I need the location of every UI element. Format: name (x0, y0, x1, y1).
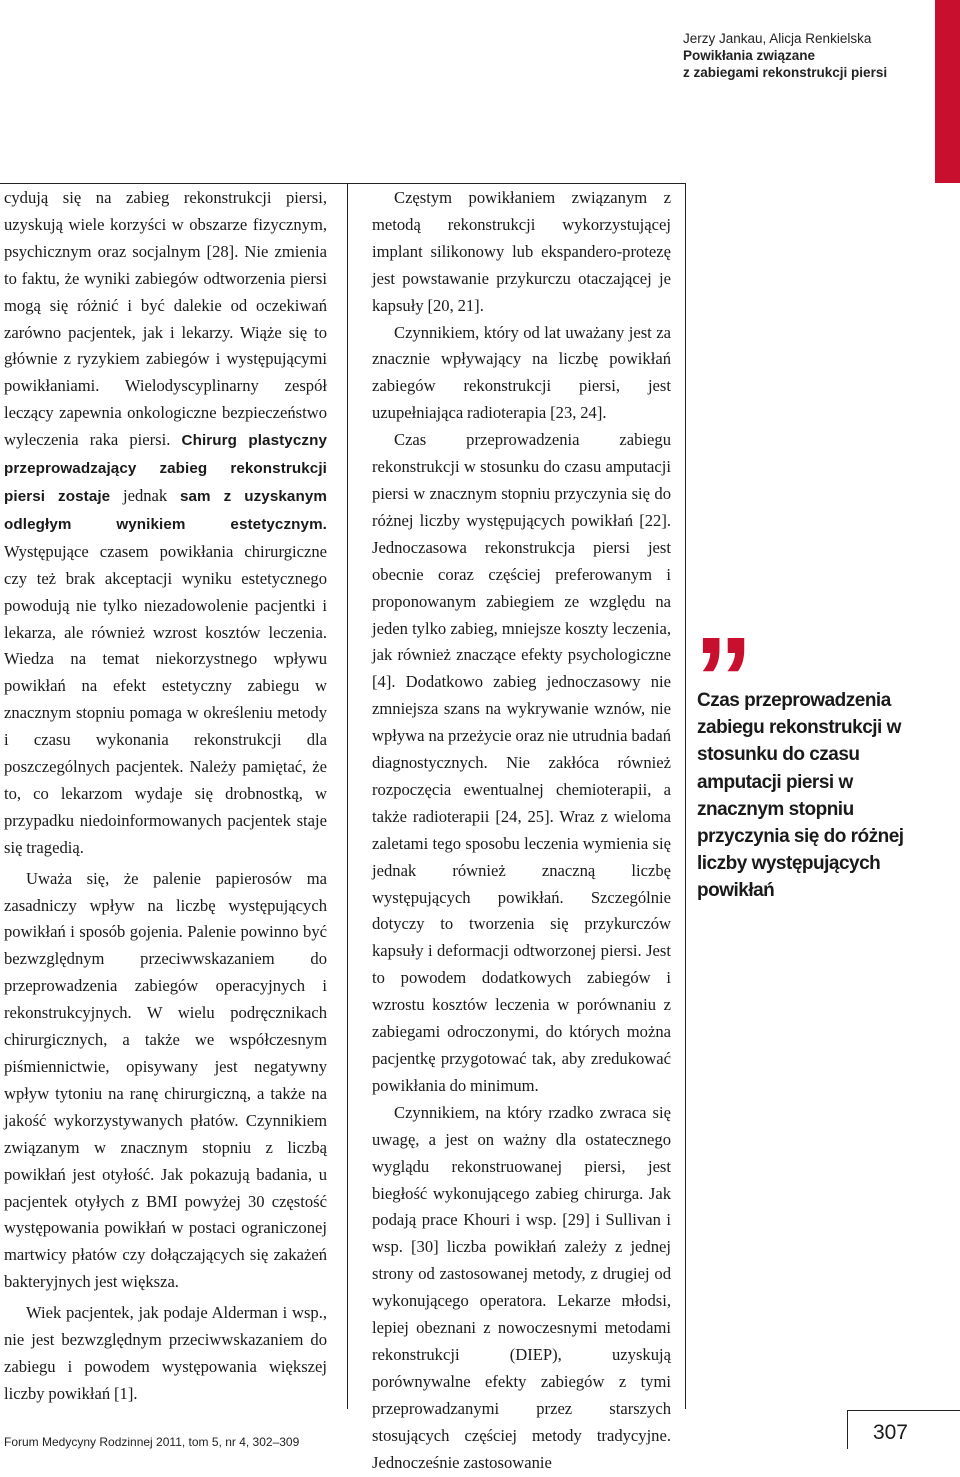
header-title-line-2: z zabiegami rekonstrukcji piersi (683, 65, 888, 80)
header-authors: Jerzy Jankau, Alicja Renkielska (683, 31, 872, 46)
paragraph (4, 185, 327, 862)
sidebar-column (685, 183, 935, 1409)
accent-bar (935, 0, 960, 183)
paragraph: Częstym powikłaniem związanym z metodą rekonstrukcji wykorzystującej implant silikonowy lub ekspandero-protezę jest powstawanie przykurczu otaczającej je kapsuły [20, 21]. (372, 188, 671, 315)
middle-column-text (348, 185, 685, 1477)
running-header (683, 30, 923, 81)
middle-column (347, 183, 685, 1472)
paragraph-text: cydują się na zabieg rekonstrukcji piersi, uzyskują wiele korzyści w obszarze fizycznym, psychicznym oraz socjalnym [28]. Nie zmienia to faktu, że wyniki zabiegów odtworzenia piersi mogą się różnić i być dalekie od oczekiwań zarówno pacjentek, jak i lekarzy. Wiąże się to głównie z ryzykiem zabiegów i występującymi powikłaniami. Wielodyscyplinarny zespół leczący zapewnia onkologiczne bezpieczeństwo wyleczenia raka piersi. (4, 188, 327, 450)
page-number-box (847, 1410, 960, 1449)
paragraph: Czynnikiem, na który rzadko zwraca się uwagę, a jest on ważny dla ostatecznego wyglądu rekonstruowanej piersi, jest biegłość wykonującego zabieg chirurga. Jak podają prace Khouri i wsp. [29] i Sullivan i wsp. [30] liczba powikłań zależy z jednej strony od zastosowanej metody, z drugiej od wykonującego operatora. Lekarze młodsi, lepiej obeznani z nowoczesnymi metodami rekonstrukcji (DIEP), uzyskują porównywalne efekty zabiegów z tymi przeprowadzanymi przez starszych stosujących częściej metody tradycyjne. Jednocześnie zastosowanie (372, 1102, 671, 1472)
emphasis-text: sam z uzyskanym odległym wynikiem estetycznym. (4, 487, 327, 533)
paragraph: Uważa się, że palenie papierosów ma zasadniczy wpływ na liczbę występujących powikłań i sposób gojenia. Palenie powinno być bezwzględnym przeciwwskazaniem do przeprowadzenia zabiegów operacyjnych i rekonstrukcyjnych. W wielu podręcznikach chirurgicznych, a także we współczesnym piśmiennictwie, opisywany jest negatywny wpływ tytoniu na ranę chirurgiczną, a także na jakość wykorzystywanych płatów. Czynnikiem związanym w znacznym stopniu z liczbą powikłań jest otyłość. Jak pokazują badania, u pacjentek otyłych z BMI powyżej 30 częstość występowania powikłań w postaci ograniczonej martwicy płatów czy dołączających się zakażeń bakteryjnych jest większa. (4, 868, 327, 1292)
header-title-line-1: Powikłania związane (683, 48, 816, 63)
pull-quote: Czas przeprowadzenia zabiegu rekonstrukcji w stosunku do czasu amputacji piersi w znacznym stopniu przyczynia się do różnej liczby występujących powikłań (697, 690, 904, 902)
page-number: 307 (872, 1421, 908, 1444)
paragraph: Wiek pacjentek, jak podaje Alderman i wsp., nie jest bezwzględnym przeciwwskazaniem do zabiegu i powodem występowania większej liczby powikłań [1]. (4, 1303, 327, 1403)
paragraph-text: jednak (110, 485, 180, 505)
paragraph: Czynnikiem, który od lat uważany jest za znacznie wpływający na liczbę powikłań zabiegów rekonstrukcji piersi, jest uzupełniająca radioterapia [23, 24]. (372, 322, 671, 423)
left-column-text (0, 185, 347, 1408)
paragraph: Czas przeprowadzenia zabiegu rekonstrukcji w stosunku do czasu amputacji piersi w znacznym stopniu przyczynia się do różnej liczby występujących powikłań [22]. Jednoczasowa rekonstrukcja piersi jest obecnie coraz częściej preferowanym i proponowanym zabiegiem ze względu na jeden tylko zabieg, mniejsze koszty leczenia, jak również znaczące efekty psychologiczne [4]. Dodatkowo zabieg jednoczasowy nie zmniejsza szans na wykrywanie wznów, nie wpływa na przeżycie oraz nie utrudnia badań diagnostycznych. Nie zakłóca również rozpoczęcia ewentualnej chemioterapii, a także radioterapii [24, 25]. Wraz z wieloma zaletami tego sposobu leczenia wymienia się jednak również znaczną liczbę występujących powikłań. Szczególnie dotyczy to tworzenia się przykurczów kapsuły i deformacji odtworzonej piersi. Jest to powodem dodatkowych zabiegów i wzrostu kosztów leczenia w porównaniu z zabiegami odroczonymi, do których można pacjentkę przygotować tak, aby zredukować powikłania do minimum. (372, 430, 671, 1095)
left-column (0, 183, 347, 1409)
emphasis-text: Chirurg plastyczny przeprowadzający zabieg rekonstrukcji piersi zostaje (4, 432, 327, 505)
paragraph-text: Występujące czasem powikłania chirurgiczne czy też brak akceptacji wyniku estetycznego powodują nie tylko niezadowolenie pacjentki i lekarza, ale również wzrost kosztów leczenia. Wiedza na temat niekorzystnego wpływu powikłań na efekt estetyczny zabiegu w znacznym stopniu pomaga w określeniu metody i czasu wykonania rekonstrukcji dla poszczególnych pacjentek. Należy pamiętać, że to, co lekarzom wydaje się drobnostką, w przypadku niedoinformowanych pacjentek staje się tragedią. (4, 541, 327, 857)
quote-glyph: ” (694, 613, 747, 745)
footer-citation: Forum Medycyny Rodzinnej 2011, tom 5, nr 4, 302–309 (4, 1435, 300, 1449)
